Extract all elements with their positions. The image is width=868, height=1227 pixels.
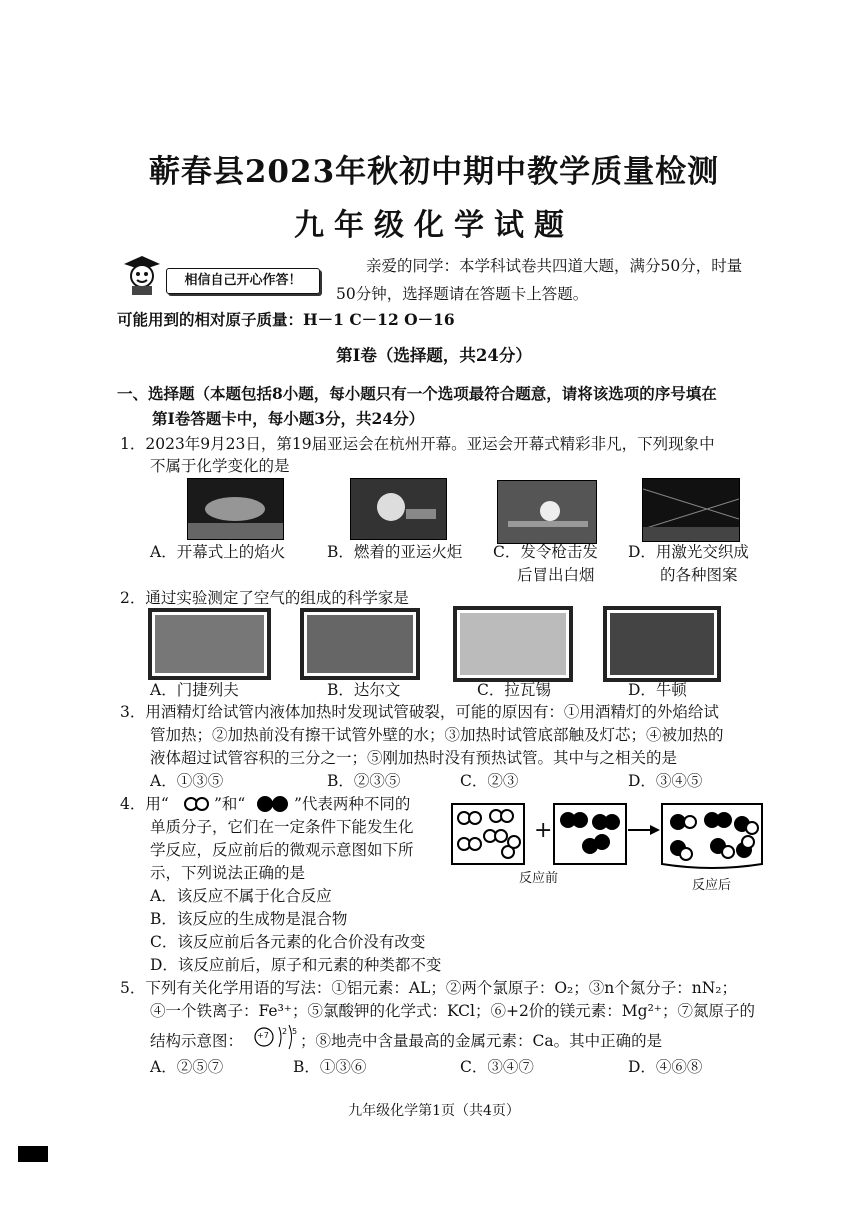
q2-option-b: B．达尔文 — [327, 681, 401, 699]
q1-option-c-line-2: 后冒出白烟 — [517, 566, 595, 584]
laser-show-photo — [642, 478, 740, 542]
q4-option-b: B．该反应的生成物是混合物 — [150, 910, 348, 928]
nucleus-charge: +7 — [257, 1031, 269, 1040]
exam-title: 蕲春县2023年秋初中期中教学质量检测 — [148, 154, 720, 190]
q5-stem-line-3b: ；⑧地壳中含量最高的金属元素：Ca。其中正确的是 — [300, 1032, 663, 1050]
plus-sign: + — [534, 818, 553, 843]
q4-option-d: D．该反应前后，原子和元素的种类都不变 — [150, 956, 442, 974]
q1-option-d-line-2: 的各种图案 — [660, 566, 738, 584]
q4-option-a: A．该反应不属于化合反应 — [150, 887, 332, 905]
starting-gun-photo — [497, 480, 597, 544]
cheer-text: 相信自己开心作答！ — [184, 273, 302, 288]
shell-1-electrons: 2 — [282, 1027, 288, 1036]
q1-option-d: D．用激光交织成 — [628, 543, 749, 561]
q4-stem-line-2: 单质分子，它们在一定条件下能发生化 — [150, 818, 414, 836]
mendeleev-stamp — [148, 608, 271, 680]
q1-option-c: C．发令枪击发 — [493, 543, 598, 561]
q1-option-b: B．燃着的亚运火炬 — [327, 543, 463, 561]
q1-option-a: A．开幕式上的焰火 — [150, 543, 286, 561]
q5-option-d: D．④⑥⑧ — [628, 1058, 703, 1076]
q3-option-d: D．③④⑤ — [628, 772, 703, 790]
q5-stem-line-1: 5．下列有关化学用语的写法：①铝元素：AL；②两个氯原子：O₂；③n个氮分子：nN₂； — [120, 979, 738, 997]
after-label: 反应后 — [692, 878, 732, 893]
q4-stem-line-1c: ”代表两种不同的 — [294, 795, 411, 813]
q1-stem-line-1: 1．2023年9月23日，第19届亚运会在杭州开幕。亚运会开幕式精彩非凡，下列现象中 — [120, 435, 715, 453]
white-molecule-icon — [183, 796, 211, 812]
q3-stem-line-2: 管加热；②加热前没有擦干试管外壁的水；③加热时试管底部触及灯芯；④被加热的 — [150, 726, 724, 744]
fireworks-photo — [187, 478, 284, 540]
q3-option-c: C．②③ — [460, 772, 519, 790]
q3-option-a: A．①③⑤ — [150, 772, 224, 790]
q2-option-c: C．拉瓦锡 — [477, 681, 551, 699]
q3-stem-line-3: 液体超过试管容积的三分之一；⑤刚加热时没有预热试管。其中与之相关的是 — [150, 749, 678, 767]
q1-stem-line-2: 不属于化学变化的是 — [150, 457, 290, 475]
q4-stem-line-1a: 4．用“ — [120, 795, 169, 813]
q5-option-b: B．①③⑥ — [293, 1058, 367, 1076]
darwin-stamp — [300, 608, 420, 680]
q2-option-a: A．门捷列夫 — [150, 681, 239, 699]
q5-stem-line-2: ④一个铁离子：Fe³⁺；⑤氯酸钾的化学式：KCl；⑥+2价的镁元素：Mg²⁺；⑦氮原子的 — [150, 1002, 755, 1020]
newton-stamp — [603, 606, 721, 682]
q4-stem-line-3: 学反应，反应前后的微观示意图如下所 — [150, 841, 414, 859]
shell-2-electrons: 5 — [292, 1027, 298, 1036]
atomic-mass-line: 可能用到的相对原子质量：H－1 C－12 O－16 — [117, 310, 455, 329]
q4-option-c: C．该反应前后各元素的化合价没有改变 — [150, 933, 426, 951]
black-molecule-icon — [255, 795, 293, 813]
before-label: 反应前 — [519, 871, 559, 886]
q3-option-b: B．②③⑤ — [327, 772, 401, 790]
q5-stem-line-3a: 结构示意图： — [150, 1032, 244, 1050]
page-footer: 九年级化学第1页（共4页） — [348, 1103, 520, 1119]
corner-mark — [18, 1146, 48, 1162]
part-one-line-2: 第Ⅰ卷答题卡中，每小题3分，共24分） — [152, 409, 425, 428]
q3-stem-line-1: 3．用酒精灯给试管内液体加热时发现试管破裂，可能的原因有：①用酒精灯的外焰给试 — [120, 703, 719, 721]
q4-stem-line-4: 示，下列说法正确的是 — [150, 864, 306, 882]
q2-stem: 2．通过实验测定了空气的组成的科学家是 — [120, 589, 409, 607]
q5-option-c: C．③④⑦ — [460, 1058, 534, 1076]
cheer-box — [166, 268, 320, 294]
part-one-line-1: 一、选择题（本题包括8小题，每小题只有一个选项最符合题意，请将该选项的序号填在 — [117, 384, 717, 403]
q5-option-a: A．②⑤⑦ — [150, 1058, 224, 1076]
torch-photo — [350, 478, 447, 540]
exam-subtitle: 九年级化学试题 — [294, 208, 574, 243]
intro-line-2: 50分钟，选择题请在答题卡上答题。 — [336, 285, 589, 303]
volume-title: 第Ⅰ卷（选择题，共24分） — [336, 346, 532, 365]
q4-stem-line-1b: ”和“ — [214, 795, 246, 813]
cartoon-student-icon — [118, 252, 166, 296]
lavoisier-stamp — [453, 606, 573, 682]
q2-option-d: D．牛顿 — [628, 681, 687, 699]
intro-line-1: 亲爱的同学：本学科试卷共四道大题，满分50分，时量 — [366, 257, 743, 275]
